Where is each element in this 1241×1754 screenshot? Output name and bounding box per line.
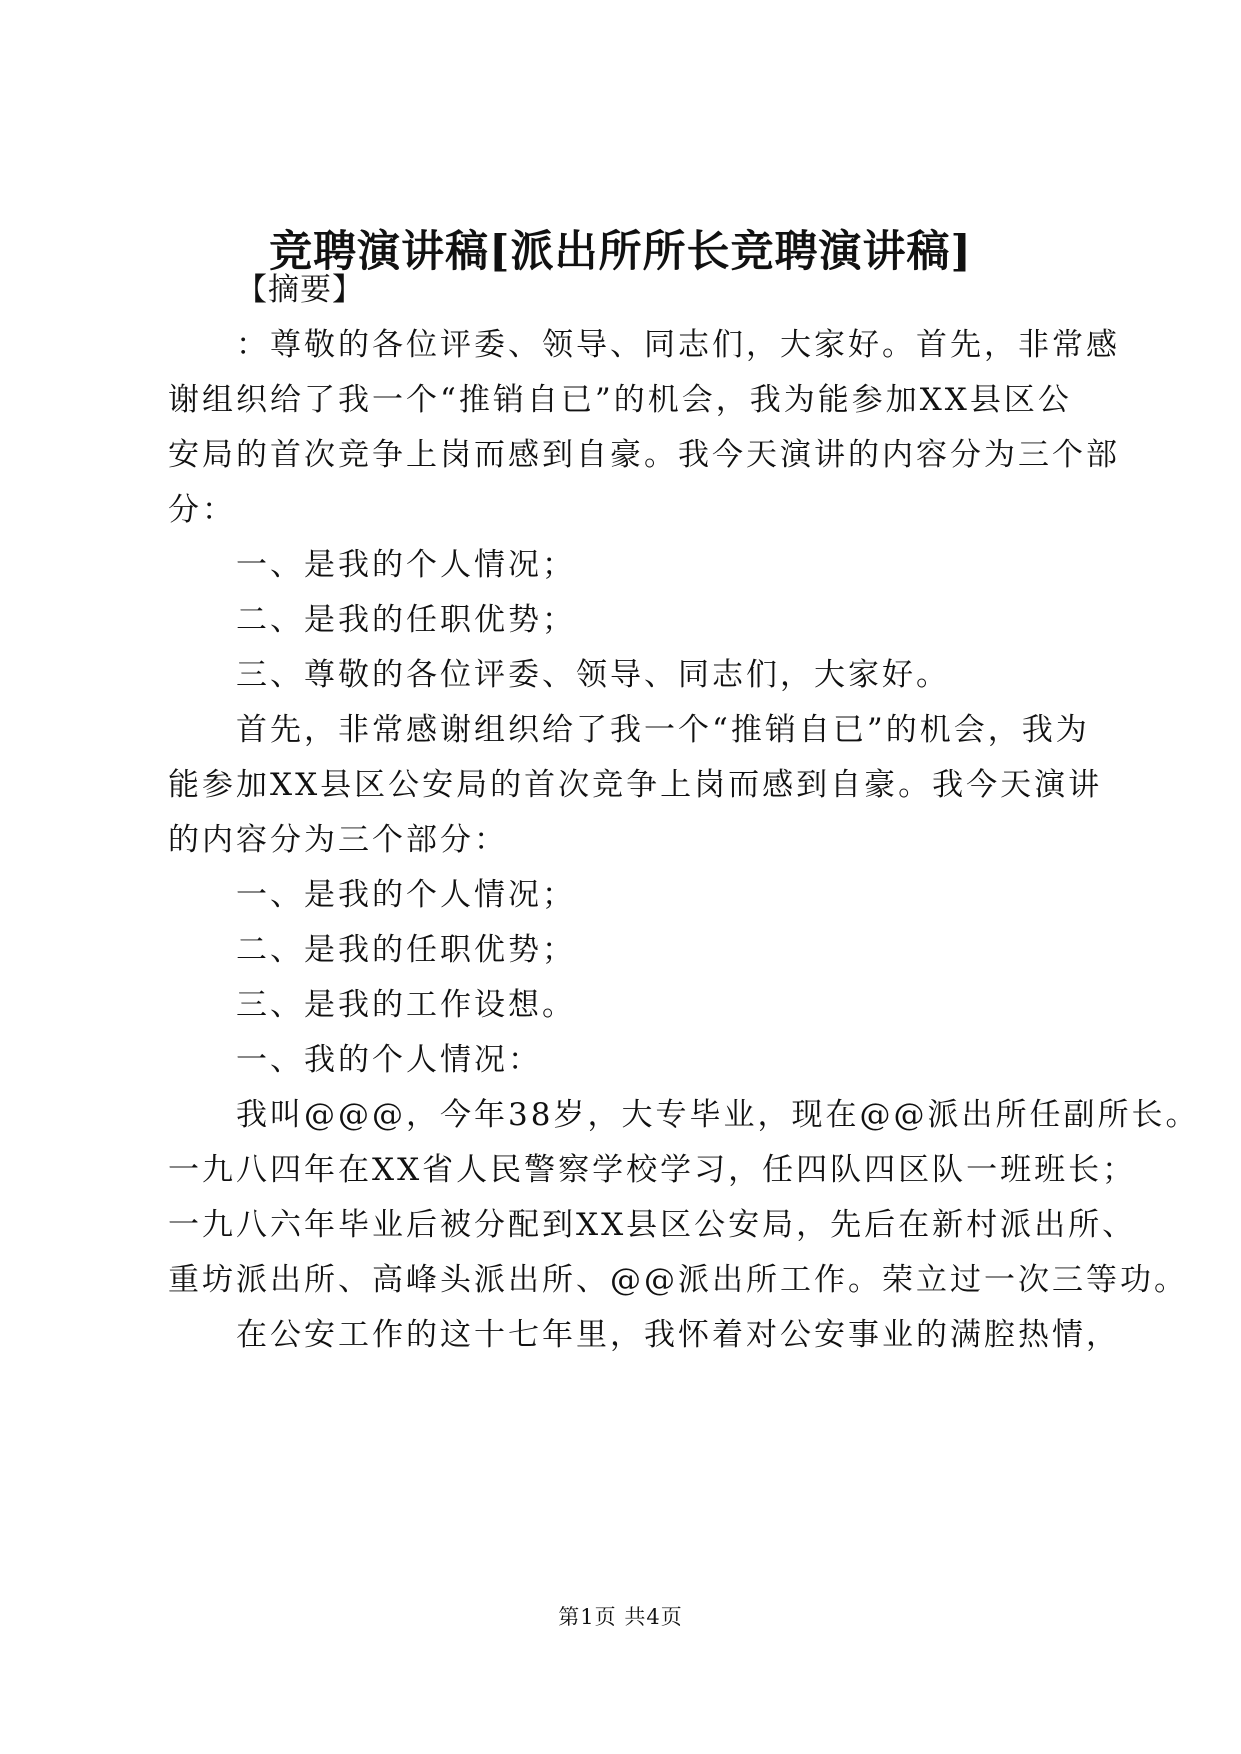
paragraph-line: 在公安工作的这十七年里，我怀着对公安事业的满腔热情， xyxy=(236,1317,1120,1353)
summary-label: 【摘要】 xyxy=(236,272,364,308)
paragraph-line: 安局的首次竞争上岗而感到自豪。我今天演讲的内容分为三个部 xyxy=(168,437,1120,473)
paragraph-line: 的内容分为三个部分： xyxy=(168,822,508,858)
paragraph-line: 分： xyxy=(168,492,236,528)
list-item: 三、尊敬的各位评委、领导、同志们，大家好。 xyxy=(236,657,950,693)
paragraph-line: ：尊敬的各位评委、领导、同志们，大家好。首先，非常感 xyxy=(236,327,1120,363)
paragraph-line: 谢组织给了我一个“推销自已”的机会，我为能参加XX县区公 xyxy=(168,382,1072,418)
paragraph-line: 首先，非常感谢组织给了我一个“推销自已”的机会，我为 xyxy=(236,712,1090,748)
paragraph-line: 一九八四年在XX省人民警察学校学习，任四队四区队一班班长； xyxy=(168,1152,1137,1188)
list-item: 一、是我的个人情况； xyxy=(236,877,576,913)
paragraph-line: 我叫@@@，今年38岁，大专毕业，现在@@派出所任副所长。 xyxy=(236,1097,1200,1133)
page-footer: 第1页 共4页 xyxy=(558,1605,683,1629)
list-item: 三、是我的工作设想。 xyxy=(236,987,576,1023)
section-heading: 一、我的个人情况： xyxy=(236,1042,542,1078)
paragraph-line: 一九八六年毕业后被分配到XX县区公安局，先后在新村派出所、 xyxy=(168,1207,1137,1243)
list-item: 二、是我的任职优势； xyxy=(236,602,576,638)
list-item: 一、是我的个人情况； xyxy=(236,547,576,583)
list-item: 二、是我的任职优势； xyxy=(236,932,576,968)
document-title: 竞聘演讲稿[派出所所长竞聘演讲稿] xyxy=(269,227,972,277)
paragraph-line: 能参加XX县区公安局的首次竞争上岗而感到自豪。我今天演讲 xyxy=(168,767,1103,803)
paragraph-line: 重坊派出所、高峰头派出所、@@派出所工作。荣立过一次三等功。 xyxy=(168,1262,1188,1298)
